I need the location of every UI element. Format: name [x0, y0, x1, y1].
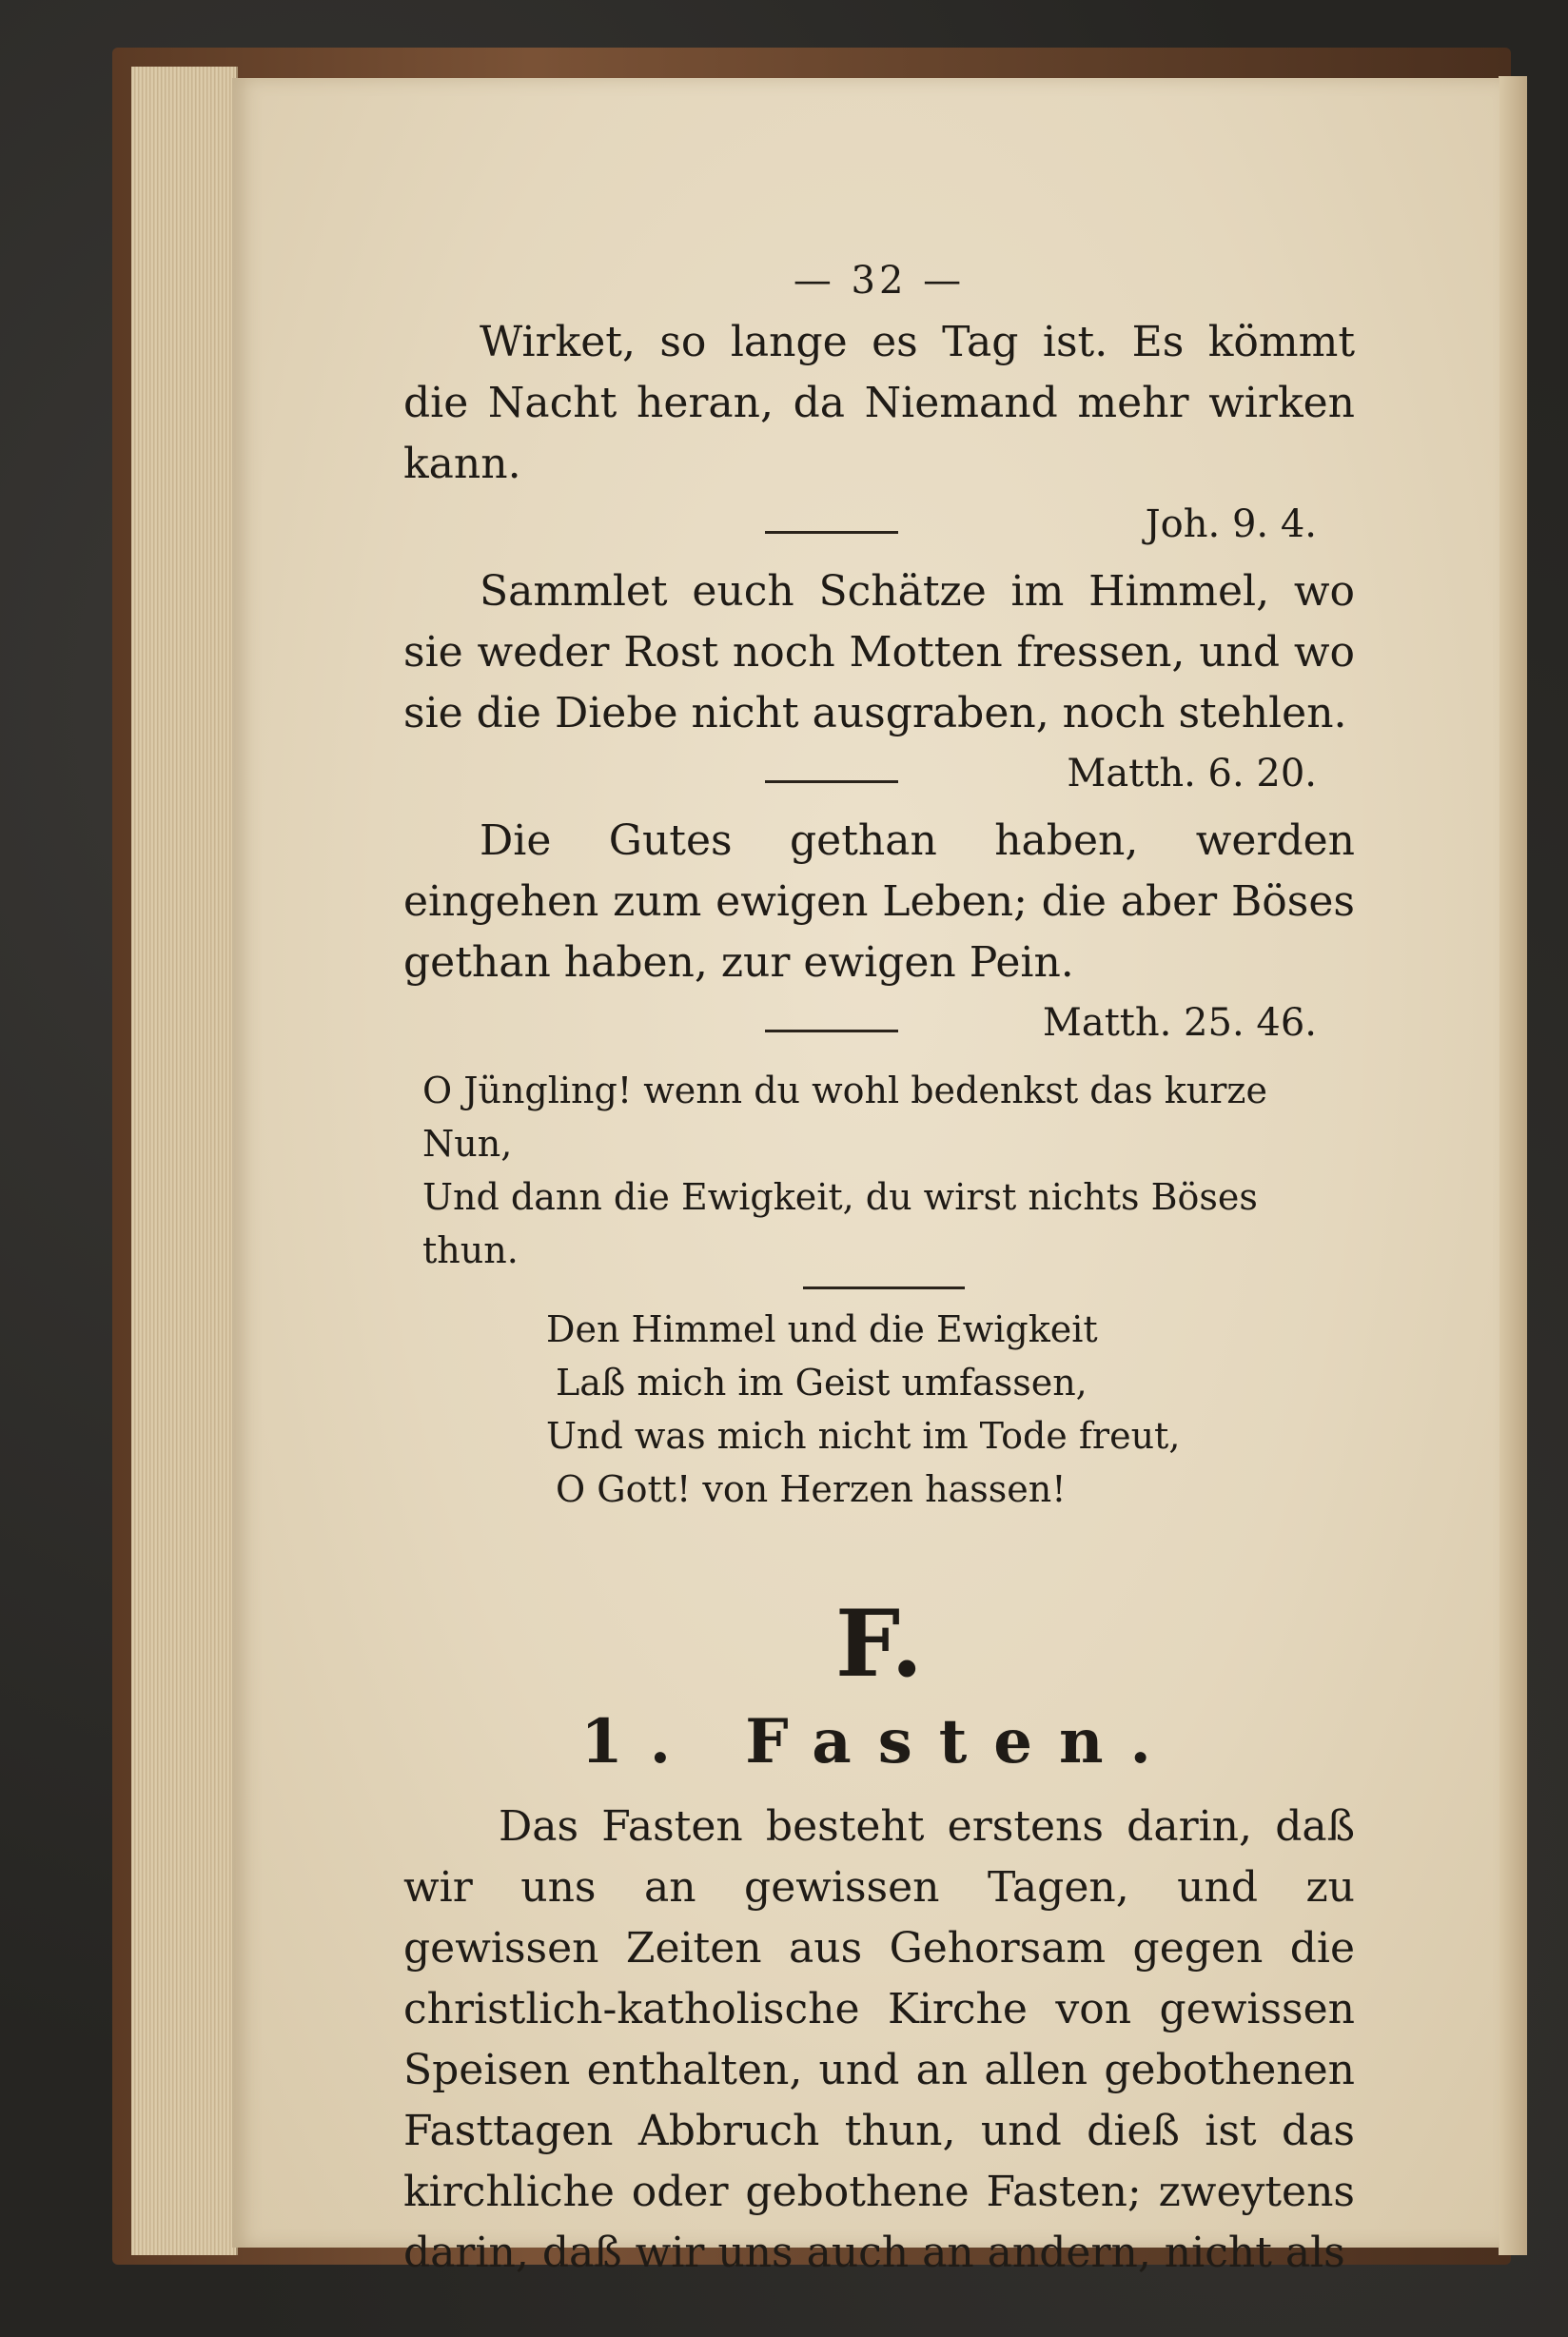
verse-citation: Matth. 25. 46.	[1042, 1001, 1317, 1045]
poem-line: Und was mich nicht im Tode freut,	[546, 1415, 1181, 1457]
section-letter: F.	[835, 1590, 923, 1698]
verse-citation: Joh. 9. 4.	[1145, 502, 1317, 546]
couplet-quote	[422, 1064, 1355, 1277]
poem-line: Den Himmel und die Ewigkeit	[546, 1308, 1098, 1350]
citation-row	[403, 993, 1355, 1060]
divider-rule	[803, 1286, 965, 1289]
divider-rule	[765, 531, 898, 534]
divider-rule	[765, 780, 898, 783]
verse-text: Die Gutes gethan haben, werden eingehen zum ewigen Leben; die aber Böses gethan haben, zur ewigen Pein.	[403, 816, 1355, 987]
citation-row	[403, 495, 1355, 561]
verse-citation: Matth. 6. 20.	[1067, 752, 1317, 795]
body-paragraph: Das Fasten besteht erstens darin, daß wir uns an gewissen Tagen, und zu gewissen Zeiten aus Gehorsam gegen die christlich-katholische Kirche von gewissen Speisen enthalten, und an allen gebothenen Fasttagen Abbruch thun, und dieß ist das kirchliche oder gebothene Fasten; zweytens darin, daß wir uns auch an andern, nicht als	[403, 1802, 1355, 2277]
section-title: 1. Fasten.	[580, 1706, 1178, 1777]
page-number: — 32 —	[793, 259, 966, 303]
page-content	[403, 259, 1355, 2284]
next-page-edge	[1499, 76, 1527, 2255]
poem-line: Laß mich im Geist umfassen,	[556, 1362, 1088, 1404]
verse-text: Wirket, so lange es Tag ist. Es kömmt die Nacht heran, da Niemand mehr wirken kann.	[403, 318, 1355, 488]
quote-line: O Jüngling! wenn du wohl bedenkst das kurze Nun,	[422, 1070, 1267, 1165]
book-page	[232, 78, 1499, 2277]
verse-text: Sammlet euch Schätze im Himmel, wo sie weder Rost noch Motten fressen, und wo sie die Diebe nicht ausgraben, noch stehlen.	[403, 567, 1355, 737]
divider-rule	[765, 1030, 898, 1032]
quote-line: Und dann die Ewigkeit, du wirst nichts Böses thun.	[422, 1176, 1258, 1271]
poem-stanza	[546, 1303, 1355, 1516]
poem-line: O Gott! von Herzen hassen!	[556, 1468, 1067, 1510]
citation-row	[403, 744, 1355, 811]
page-stack-edge	[131, 67, 238, 2255]
